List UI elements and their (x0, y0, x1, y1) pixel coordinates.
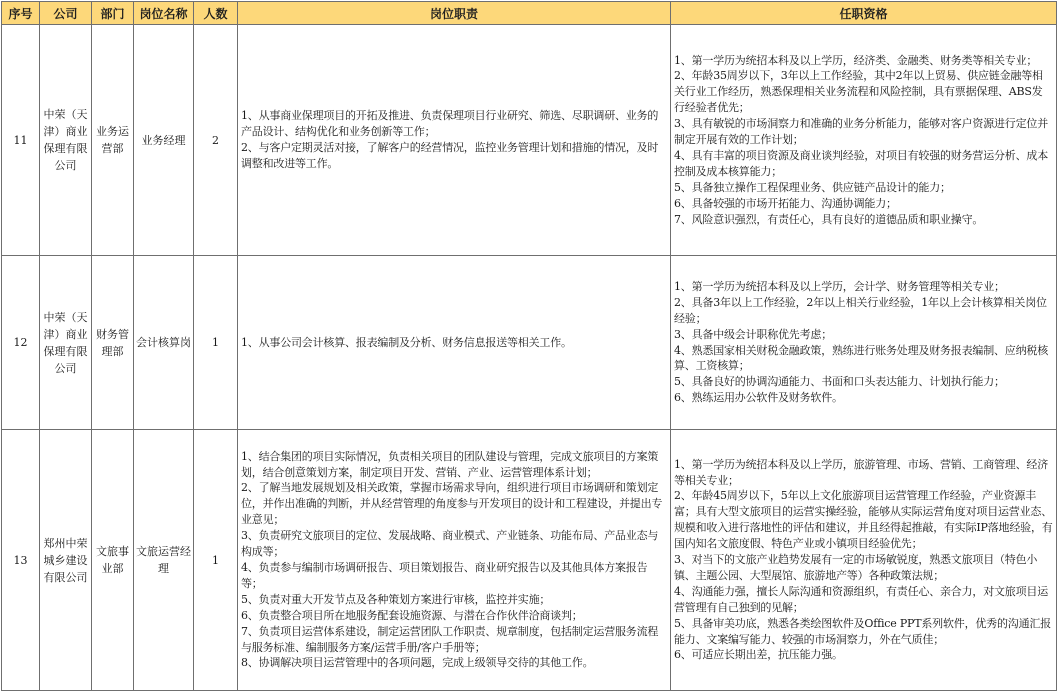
table-row (2, 430, 1057, 691)
seq-cell: 13 (2, 430, 40, 691)
job-postings-table (1, 1, 1057, 691)
header-position: 岗位名称 (134, 2, 194, 25)
header-qualifications: 任职资格 (671, 2, 1057, 25)
qualification-item: 3、具备中级会计职称优先考虑； (674, 327, 832, 341)
count-cell: 2 (194, 25, 238, 256)
qualification-item: 2、具备3年以上工作经验，2年以上相关行业经验，1年以上会计核算相关岗位经验； (674, 295, 1047, 325)
qualification-item: 4、熟悉国家相关财税金融政策，熟练进行账务处理及财务报表编制、应纳税核算、工资核算； (674, 343, 1048, 373)
qualification-item: 5、具备良好的协调沟通能力、书面和口头表达能力、计划执行能力； (674, 375, 1005, 389)
count-cell: 1 (194, 430, 238, 691)
qualification-item: 3、对当下的文旅产业趋势发展有一定的市场敏锐度，熟悉文旅项目（特色小镇、主题公园、大型展馆、旅游地产等）各种政策法规； (674, 553, 1038, 582)
qualification-item: 5、具备审美功底，熟悉各类绘图软件及Office PPT系列软件，优秀的沟通汇报能力、文案编写能力、较强的市场洞察力，外在气质佳； (674, 616, 1051, 646)
duty-item: 4、负责参与编制市场调研报告、项目策划报告、商业研究报告以及其他具体方案报告等； (241, 561, 648, 590)
table-row (2, 256, 1057, 430)
company-cell: 中荣（天津）商业保理有限公司 (40, 256, 92, 430)
qualifications-cell (671, 430, 1057, 691)
header-row (2, 2, 1057, 25)
header-duties: 岗位职责 (238, 2, 671, 25)
position-cell: 业务经理 (134, 25, 194, 256)
duty-item: 7、负责项目运营体系建设，制定运营团队工作职责、规章制度，包括制定运营服务流程与服务标准、编制服务方案/运营手册/客户手册等； (241, 624, 659, 654)
duty-item: 1、从事公司会计核算、报表编制及分析、财务信息报送等相关工作。 (241, 335, 572, 349)
qualification-item: 5、具备独立操作工程保理业务、供应链产品设计的能力； (674, 180, 951, 194)
duty-item: 1、结合集团的项目实际情况，负责相关项目的团队建设与管理，完成文旅项目的方案策划，结合创意策划方案，制定项目开发、营销、产业、运营管理体系计划； (241, 449, 659, 479)
qualification-item: 1、第一学历为统招本科及以上学历，旅游管理、市场、营销、工商管理、经济等相关专业； (674, 457, 1048, 487)
header-company: 公司 (40, 2, 92, 25)
position-cell: 会计核算岗 (134, 256, 194, 430)
count-cell: 1 (194, 256, 238, 430)
duties-cell (238, 256, 671, 430)
header-count: 人数 (194, 2, 238, 25)
qualification-item: 4、具有丰富的项目资源及商业谈判经验，对项目有较强的财务营运分析、成本控制及成本核算能力； (674, 148, 1048, 178)
qualification-item: 2、年龄35周岁以下，3年以上工作经验，其中2年以上贸易、供应链金融等相关行业工作经历，熟悉保理相关业务流程和风险控制，具有票据保理、ABS发行经验者优先； (674, 69, 1043, 115)
seq-cell: 12 (2, 256, 40, 430)
duty-item: 6、负责整合项目所在地服务配套设施资源、与潜在合作伙伴洽商谈判； (241, 608, 583, 622)
duty-item: 3、负责研究文旅项目的定位、发展战略、商业模式、产业链条、功能布局、产品业态与构成等； (241, 529, 659, 559)
qualification-item: 3、具有敏锐的市场洞察力和准确的业务分析能力，能够对客户资源进行定位并制定开展有效的工作计划； (674, 117, 1048, 147)
qualification-item: 4、沟通能力强，擅长人际沟通和资源组织，有责任心、亲合力，对文旅项目运营管理有自己独到的见解； (674, 584, 1048, 614)
qualification-item: 6、可适应长期出差，抗压能力强。 (674, 648, 843, 662)
qualification-item: 1、第一学历为统招本科及以上学历，经济类、金融类、财务类等相关专业； (674, 53, 1038, 67)
company-cell: 郑州中荣城乡建设有限公司 (40, 430, 92, 691)
duty-item: 2、了解当地发展规划及相关政策，掌握市场需求导向，组织进行项目市场调研和策划定位，并作出准确的判断，并从经营管理的角度参与开发项目的设计和工程建设，并提出专业意见； (241, 481, 663, 527)
qualification-item: 2、年龄45周岁以下，5年以上文化旅游项目运营管理工作经验，产业资源丰富；具有大型文旅项目的运营实操经验，能够从实际运营角度对项目运营业态、规模和收入进行落地性的评估和建议，并且经得起推敲，有实际IP落地经验，有国内知名文旅度假、特色产业或小镇项目经验优先； (674, 489, 1053, 551)
duties-cell (238, 430, 671, 691)
duty-item: 1、从事商业保理项目的开拓及推进、负责保理项目行业研究、筛选、尽职调研、业务的产品设计、结构优化和业务创新等工作； (241, 109, 659, 139)
header-dept: 部门 (92, 2, 134, 25)
position-cell: 文旅运营经理 (134, 430, 194, 691)
duty-item: 2、与客户定期灵活对接，了解客户的经营情况，监控业务管理计划和措施的情况，及时调整和改进等工作。 (241, 141, 659, 170)
qualification-item: 6、熟练运用办公软件及财务软件。 (674, 391, 843, 405)
qualification-item: 1、第一学历为统招本科及以上学历，会计学、财务管理等相关专业； (674, 279, 1005, 293)
duties-cell (238, 25, 671, 256)
duty-item: 8、协调解决项目运营管理中的各项问题，完成上级领导交待的其他工作。 (241, 656, 594, 670)
table-row (2, 25, 1057, 256)
dept-cell: 财务管理部 (92, 256, 134, 430)
duty-item: 5、负责对重大开发节点及各种策划方案进行审核，监控并实施； (241, 592, 551, 606)
dept-cell: 业务运营部 (92, 25, 134, 256)
qualifications-cell (671, 256, 1057, 430)
company-cell: 中荣（天津）商业保理有限公司 (40, 25, 92, 256)
seq-cell: 11 (2, 25, 40, 256)
qualification-item: 7、风险意识强烈，有责任心，具有良好的道德品质和职业操守。 (674, 212, 984, 226)
header-seq: 序号 (2, 2, 40, 25)
qualifications-cell (671, 25, 1057, 256)
qualification-item: 6、具备较强的市场开拓能力、沟通协调能力； (674, 196, 897, 210)
dept-cell: 文旅事业部 (92, 430, 134, 691)
